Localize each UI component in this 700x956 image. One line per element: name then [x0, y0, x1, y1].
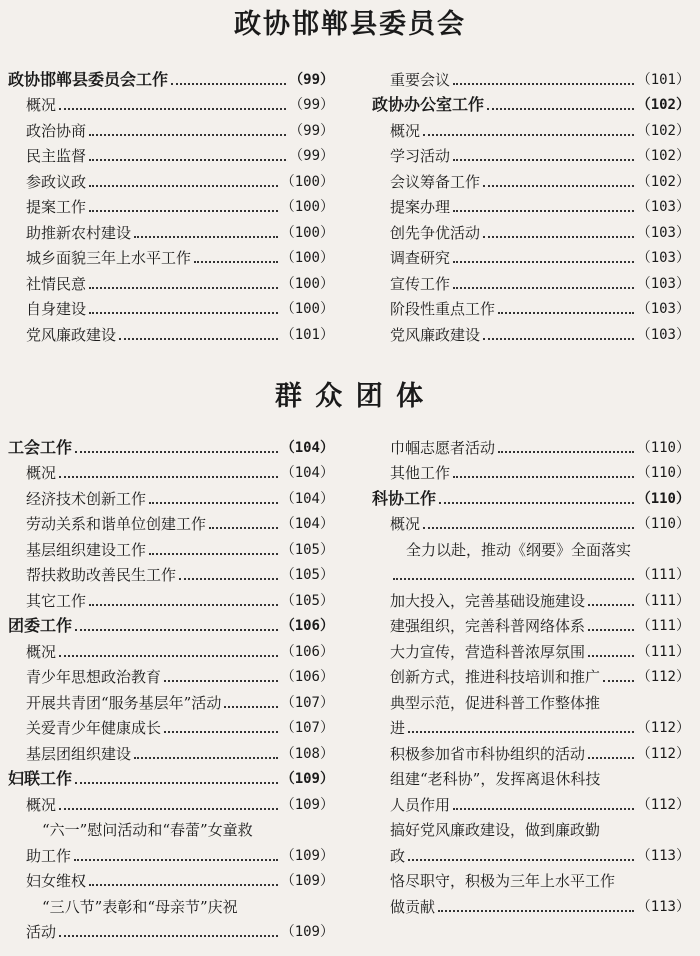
dot-leader — [453, 158, 634, 161]
toc-entry-page: （100） — [280, 250, 334, 266]
toc-entry[interactable] — [8, 738, 334, 764]
toc-entry-page: （103） — [636, 275, 690, 292]
toc-entry[interactable] — [372, 687, 690, 713]
toc-entry-page: （104） — [280, 439, 334, 456]
toc-entry[interactable] — [372, 90, 690, 116]
toc-entry[interactable] — [8, 560, 334, 586]
dot-leader — [75, 450, 278, 453]
toc-entry-title: 典型示范，促进科普工作整体推 — [390, 693, 601, 712]
dot-leader — [453, 260, 634, 263]
toc-entry[interactable] — [8, 764, 334, 790]
toc-entry-page: （100） — [280, 173, 334, 190]
dot-leader — [74, 858, 278, 861]
toc-entry-page: （100） — [280, 301, 334, 317]
toc-entry-page: （105） — [280, 592, 334, 609]
toc-entry[interactable] — [8, 458, 334, 484]
toc-entry-title: 创先争优活动 — [390, 223, 481, 242]
toc-entry-title: 帮扶救助改善民生工作 — [26, 566, 177, 584]
dot-leader — [89, 311, 278, 314]
dot-leader — [393, 577, 634, 580]
toc-entry-title: 会议筹备工作 — [390, 172, 481, 191]
dot-leader — [119, 337, 278, 340]
toc-entry-title: 其他工作 — [390, 464, 451, 482]
toc-entry-title: 基层组织建设工作 — [26, 540, 147, 559]
toc-entry[interactable] — [8, 611, 334, 637]
toc-entry-title: 概况 — [26, 642, 57, 661]
toc-entry-page: （112） — [636, 720, 690, 736]
toc-entry-title: 概况 — [390, 121, 421, 140]
toc-entry-page: （103） — [636, 326, 690, 343]
toc-entry-title: 全力以赴，推动《纲要》全面落实 — [406, 540, 632, 559]
dot-leader — [588, 628, 634, 631]
toc-column-left-mass-organizations — [8, 432, 334, 942]
toc-column-right-cppcc — [372, 64, 690, 345]
toc-entry-title: 关爱青少年健康成长 — [26, 719, 162, 737]
toc-entry-title: 学习活动 — [390, 147, 451, 165]
toc-entry-page: （111） — [636, 592, 690, 609]
toc-entry[interactable] — [8, 192, 334, 218]
toc-entry-title: 人员作用 — [390, 795, 451, 814]
toc-entry-title: 经济技术创新工作 — [26, 489, 147, 508]
toc-entry-page: （109） — [280, 796, 334, 813]
toc-entry[interactable] — [372, 636, 690, 662]
toc-entry-title: 青少年思想政治教育 — [26, 668, 162, 686]
toc-entry-page: （111） — [636, 643, 690, 660]
toc-entry[interactable] — [8, 713, 334, 739]
section-title-mass-organizations: 群 众 团 体 — [274, 381, 426, 412]
dot-leader — [498, 450, 634, 453]
toc-entry[interactable] — [8, 789, 334, 815]
toc-entry-title: 宣传工作 — [390, 274, 451, 293]
toc-entry[interactable] — [372, 789, 690, 815]
toc-entry-title: 进 — [390, 719, 406, 737]
dot-leader — [483, 184, 634, 187]
toc-entry-title: 开展共青团“服务基层年”活动 — [26, 693, 222, 712]
toc-entry-title: 积极参加省市科协组织的活动 — [390, 744, 586, 763]
toc-entry-page: （103） — [636, 199, 690, 215]
toc-entry-page: （111） — [636, 618, 690, 634]
toc-entry[interactable] — [372, 458, 690, 484]
dot-leader — [89, 184, 278, 187]
toc-entry[interactable] — [372, 611, 690, 637]
toc-entry[interactable] — [372, 115, 690, 141]
dot-leader — [89, 158, 286, 161]
toc-entry-page: （110） — [636, 465, 690, 481]
toc-entry[interactable] — [372, 891, 690, 917]
dot-leader — [179, 577, 278, 580]
toc-entry[interactable] — [372, 509, 690, 535]
toc-entry-page: （108） — [280, 745, 334, 762]
toc-entry[interactable] — [372, 483, 690, 509]
dot-leader — [603, 679, 634, 682]
toc-entry-page: （113） — [636, 847, 690, 864]
toc-entry[interactable] — [8, 534, 334, 560]
toc-entry-title: 创新方式，推进科技培训和推广 — [390, 668, 601, 686]
toc-entry[interactable] — [8, 662, 334, 688]
toc-entry-page: （102） — [636, 122, 690, 139]
toc-entry[interactable] — [372, 738, 690, 764]
toc-entry-page: （104） — [280, 465, 334, 481]
toc-entry[interactable] — [372, 166, 690, 192]
dot-leader — [423, 526, 634, 529]
dot-leader — [164, 679, 278, 682]
toc-entry-title: 助工作 — [26, 846, 72, 865]
toc-entry[interactable] — [372, 662, 690, 688]
dot-leader — [453, 82, 634, 85]
toc-entry-page: （100） — [280, 275, 334, 292]
toc-entry-title: 阶段性重点工作 — [390, 300, 496, 318]
toc-entry-title: 科协工作 — [372, 488, 437, 508]
toc-entry-title: 建强组织，完善科普网络体系 — [390, 617, 586, 635]
toc-entry-title: 做贡献 — [390, 897, 436, 916]
toc-entry-page: （103） — [636, 301, 690, 317]
toc-entry-page: （110） — [636, 439, 690, 456]
toc-entry-page: （110） — [636, 490, 690, 507]
toc-entry[interactable] — [8, 166, 334, 192]
toc-entry[interactable] — [372, 217, 690, 243]
toc-entry[interactable] — [8, 64, 334, 90]
dot-leader — [588, 756, 634, 759]
dot-leader — [408, 858, 634, 861]
dot-leader — [59, 807, 278, 810]
dot-leader — [59, 654, 278, 657]
toc-entry-page: （106） — [280, 643, 334, 660]
toc-entry[interactable] — [8, 243, 334, 269]
toc-entry-page: （100） — [280, 224, 334, 241]
toc-entry-title: “三八节”表彰和“母亲节”庆祝 — [42, 897, 238, 916]
toc-entry-title: 提案工作 — [26, 198, 87, 216]
toc-entry[interactable] — [372, 294, 690, 320]
toc-entry[interactable] — [372, 243, 690, 269]
dot-leader — [89, 133, 286, 136]
toc-entry[interactable] — [372, 585, 690, 611]
dot-leader — [89, 883, 278, 886]
dot-leader — [134, 235, 278, 238]
toc-entry[interactable] — [8, 268, 334, 294]
dot-leader — [59, 934, 278, 937]
dot-leader — [59, 107, 286, 110]
toc-entry[interactable] — [8, 294, 334, 320]
toc-entry[interactable] — [8, 891, 334, 917]
toc-entry[interactable] — [372, 534, 690, 560]
toc-entry-title: 活动 — [26, 923, 57, 941]
toc-entry-title: 工会工作 — [8, 437, 73, 457]
dot-leader — [224, 705, 277, 708]
toc-entry-title: 巾帼志愿者活动 — [390, 438, 496, 457]
dot-leader — [453, 475, 634, 478]
dot-leader — [487, 107, 634, 110]
toc-entry-page: （109） — [280, 924, 334, 940]
toc-entry-page: （112） — [636, 796, 690, 813]
toc-entry-page: （110） — [636, 516, 690, 532]
toc-entry[interactable] — [8, 483, 334, 509]
toc-entry-page: （106） — [280, 669, 334, 685]
dot-leader — [194, 260, 278, 263]
toc-entry-title: 妇联工作 — [8, 769, 73, 788]
toc-column-left-cppcc — [8, 64, 334, 345]
toc-entry-title: 政治协商 — [26, 121, 87, 140]
dot-leader — [453, 209, 634, 212]
toc-entry-page: （107） — [280, 720, 334, 736]
toc-entry-page: （99） — [289, 148, 334, 164]
toc-entry-page: （102） — [636, 97, 690, 113]
toc-entry-page: （112） — [636, 669, 690, 685]
toc-entry-page: （105） — [280, 541, 334, 558]
toc-entry-title: 团委工作 — [8, 616, 73, 635]
toc-entry[interactable] — [372, 560, 690, 586]
dot-leader — [209, 526, 278, 529]
toc-entry[interactable] — [8, 866, 334, 892]
toc-entry-page: （104） — [280, 490, 334, 507]
toc-entry-title: 加大投入，完善基础设施建设 — [390, 591, 586, 610]
toc-column-right-mass-organizations — [372, 432, 690, 917]
toc-entry[interactable] — [372, 141, 690, 167]
dot-leader — [89, 209, 278, 212]
toc-entry[interactable] — [8, 917, 334, 943]
toc-entry[interactable] — [372, 192, 690, 218]
toc-entry-page: （107） — [280, 694, 334, 711]
toc-entry-title: 党风廉政建设 — [26, 325, 117, 344]
toc-entry-title: 概况 — [26, 795, 57, 814]
toc-entry-title: 概况 — [390, 515, 421, 533]
toc-entry-page: （99） — [289, 122, 334, 139]
toc-entry-page: （99） — [289, 71, 334, 88]
toc-entry-page: （100） — [280, 199, 334, 215]
section-title-cppcc: 政协邯郸县委员会 — [234, 9, 466, 40]
toc-entry[interactable] — [8, 509, 334, 535]
toc-entry-title: 大力宣传，营造科普浓厚氛围 — [390, 642, 586, 661]
toc-entry-title: 助推新农村建设 — [26, 223, 132, 242]
toc-entry-title: 劳动关系和谐单位创建工作 — [26, 515, 207, 533]
toc-entry-page: （101） — [636, 71, 690, 88]
dot-leader — [498, 311, 634, 314]
toc-entry-title: 调查研究 — [390, 249, 451, 267]
toc-entry-title: 概况 — [26, 464, 57, 482]
toc-entry[interactable] — [372, 713, 690, 739]
toc-entry-page: （113） — [636, 898, 690, 915]
dot-leader — [59, 475, 278, 478]
dot-leader — [75, 781, 278, 784]
dot-leader — [453, 807, 634, 810]
toc-entry-title: 党风廉政建设 — [390, 325, 481, 344]
dot-leader — [423, 133, 634, 136]
toc-entry-title: 其它工作 — [26, 591, 87, 610]
dot-leader — [588, 654, 634, 657]
toc-entry-page: （109） — [280, 771, 334, 787]
toc-entry[interactable] — [8, 115, 334, 141]
toc-entry-page: （102） — [636, 148, 690, 164]
dot-leader — [408, 730, 634, 733]
toc-entry[interactable] — [8, 141, 334, 167]
toc-entry-title: 民主监督 — [26, 147, 87, 165]
toc-entry-title: 基层团组织建设 — [26, 744, 132, 763]
toc-entry[interactable] — [372, 319, 690, 345]
toc-entry-page: （104） — [280, 516, 334, 532]
toc-entry[interactable] — [8, 217, 334, 243]
toc-entry-title: 恪尽职守，积极为三年上水平工作 — [390, 872, 616, 890]
toc-entry-title: 政 — [390, 846, 406, 865]
toc-entry[interactable] — [8, 319, 334, 345]
dot-leader — [588, 603, 634, 606]
dot-leader — [439, 501, 634, 504]
toc-entry-page: （103） — [636, 224, 690, 241]
toc-entry-page: （109） — [280, 847, 334, 864]
toc-entry-title: 政协邯郸县委员会工作 — [8, 69, 169, 89]
toc-entry[interactable] — [8, 432, 334, 458]
toc-entry[interactable] — [8, 90, 334, 116]
dot-leader — [483, 337, 634, 340]
toc-entry-title: 概况 — [26, 96, 57, 114]
toc-entry[interactable] — [372, 764, 690, 790]
toc-entry-title: 自身建设 — [26, 300, 87, 318]
dot-leader — [134, 756, 278, 759]
toc-entry[interactable] — [8, 636, 334, 662]
toc-entry-page: （102） — [636, 173, 690, 190]
dot-leader — [483, 235, 634, 238]
toc-entry-title: 妇女维权 — [26, 872, 87, 890]
toc-entry[interactable] — [372, 268, 690, 294]
toc-entry-title: 提案办理 — [390, 198, 451, 216]
toc-entry-title: 城乡面貌三年上水平工作 — [26, 249, 192, 267]
toc-entry-page: （111） — [636, 567, 690, 583]
toc-entry[interactable] — [372, 432, 690, 458]
dot-leader — [149, 552, 278, 555]
dot-leader — [438, 909, 634, 912]
toc-entry-page: （109） — [280, 873, 334, 889]
toc-entry-page: （101） — [280, 326, 334, 343]
toc-entry[interactable] — [8, 840, 334, 866]
toc-entry[interactable] — [372, 866, 690, 892]
toc-entry-title: 社情民意 — [26, 274, 87, 293]
dot-leader — [164, 730, 278, 733]
dot-leader — [89, 286, 278, 289]
dot-leader — [89, 603, 278, 606]
toc-entry-title: 参政议政 — [26, 172, 87, 191]
toc-entry-title: 重要会议 — [390, 70, 451, 89]
toc-entry-page: （99） — [289, 97, 334, 113]
toc-entry[interactable] — [8, 815, 334, 841]
toc-entry-page: （112） — [636, 745, 690, 762]
toc-entry-page: （105） — [280, 567, 334, 583]
dot-leader — [149, 501, 278, 504]
dot-leader — [75, 628, 278, 631]
toc-entry-title: “六一”慰问活动和“春蕾”女童救 — [42, 821, 253, 839]
toc-entry-page: （103） — [636, 250, 690, 266]
toc-entry-page: （106） — [280, 618, 334, 634]
dot-leader — [171, 82, 286, 85]
toc-entry-title: 组建“老科协”，发挥离退休科技 — [390, 770, 601, 788]
toc-entry[interactable] — [8, 585, 334, 611]
toc-entry[interactable] — [372, 815, 690, 841]
toc-entry[interactable] — [372, 64, 690, 90]
toc-entry-title: 政协办公室工作 — [372, 95, 485, 114]
toc-entry-title: 搞好党风廉政建设，做到廉政勤 — [390, 821, 601, 839]
toc-entry[interactable] — [372, 840, 690, 866]
toc-entry[interactable] — [8, 687, 334, 713]
dot-leader — [453, 286, 634, 289]
